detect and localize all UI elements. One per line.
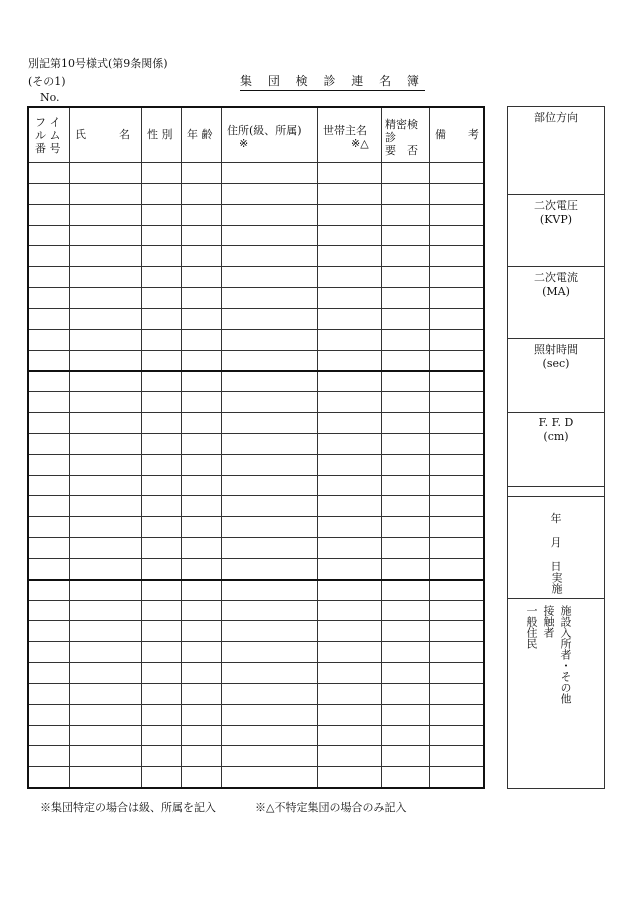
header-detail-exam-line2: 診 (385, 131, 396, 144)
row-divider (29, 558, 483, 559)
row-divider (29, 725, 483, 726)
category-general: 一般住民 (525, 605, 538, 649)
row-divider (29, 225, 483, 226)
row-divider (29, 183, 483, 184)
voltage-unit: (KVP) (539, 213, 573, 226)
row-divider (29, 391, 483, 392)
ffd-label: F. F. D (538, 416, 574, 429)
current-label: 二次電流 (534, 271, 578, 284)
panel-divider (508, 486, 604, 487)
category-facility: 施設入所者・その他 (559, 605, 572, 704)
panel-divider (508, 338, 604, 339)
row-divider (29, 620, 483, 621)
row-divider (29, 704, 483, 705)
row-divider (29, 683, 483, 684)
row-divider (29, 412, 483, 413)
header-householder: 世帯主名 (323, 124, 367, 137)
column-divider (141, 108, 142, 787)
row-divider (29, 433, 483, 434)
date-day: 日 (550, 560, 562, 573)
header-address: 住所(級、所属) (227, 124, 302, 137)
page-title: 集 団 検 診 連 名 簿 (240, 72, 425, 91)
site-direction-label: 部位方向 (534, 111, 578, 124)
row-divider (29, 287, 483, 288)
panel-divider (508, 412, 604, 413)
column-divider (221, 108, 222, 787)
header-age: 年 齢 (187, 128, 213, 141)
row-group-divider (29, 579, 483, 581)
voltage-label: 二次電圧 (534, 199, 578, 212)
row-divider (29, 329, 483, 330)
header-householder-mark: ※△ (351, 137, 369, 150)
column-divider (429, 108, 430, 787)
header-film-number-line1: フ イ (35, 116, 61, 129)
exposure-panel (507, 106, 605, 789)
header-divider (29, 162, 483, 163)
row-divider (29, 516, 483, 517)
panel-divider (508, 598, 604, 599)
date-month: 月 (550, 536, 562, 549)
footnote-unspecified: ※△不特定集団の場合のみ記入 (255, 801, 407, 814)
row-divider (29, 537, 483, 538)
column-divider (381, 108, 382, 787)
panel-divider (508, 496, 604, 497)
header-film-number-line2: ル ム (35, 129, 61, 142)
ffd-unit: (cm) (543, 430, 569, 443)
row-divider (29, 266, 483, 267)
row-divider (29, 641, 483, 642)
panel-divider (508, 194, 604, 195)
date-held: 実施 (550, 572, 563, 594)
row-divider (29, 766, 483, 767)
number-label: No. (40, 91, 60, 104)
row-divider (29, 350, 483, 351)
date-held-wrap (508, 572, 604, 598)
column-divider (317, 108, 318, 787)
row-divider (29, 495, 483, 496)
footnote-group: ※集団特定の場合は級、所属を記入 (40, 801, 216, 814)
current-unit: (MA) (542, 285, 570, 298)
date-year: 年 (550, 512, 562, 525)
header-detail-exam-line1: 精密検 (385, 118, 418, 131)
exposure-time-label: 照射時間 (534, 343, 578, 356)
row-divider (29, 745, 483, 746)
header-address-mark: ※ (239, 137, 249, 150)
category-contact: 接触者 (542, 605, 555, 638)
header-detail-exam-line3: 要 否 (385, 144, 418, 157)
column-divider (181, 108, 182, 787)
column-divider (69, 108, 70, 787)
header-name: 氏 名 (75, 128, 130, 141)
part-label: (その1) (28, 75, 66, 88)
row-divider (29, 600, 483, 601)
exposure-time-unit: (sec) (542, 357, 570, 370)
row-divider (29, 475, 483, 476)
row-divider (29, 204, 483, 205)
row-divider (29, 662, 483, 663)
form-label: 別記第10号様式(第9条関係) (28, 57, 168, 70)
row-group-divider (29, 370, 483, 372)
header-sex: 性 別 (147, 128, 173, 141)
row-divider (29, 454, 483, 455)
panel-divider (508, 266, 604, 267)
header-film-number-line3: 番 号 (35, 142, 61, 155)
row-divider (29, 308, 483, 309)
row-divider (29, 245, 483, 246)
roster-table (27, 106, 485, 789)
header-remarks: 備 考 (435, 128, 479, 141)
